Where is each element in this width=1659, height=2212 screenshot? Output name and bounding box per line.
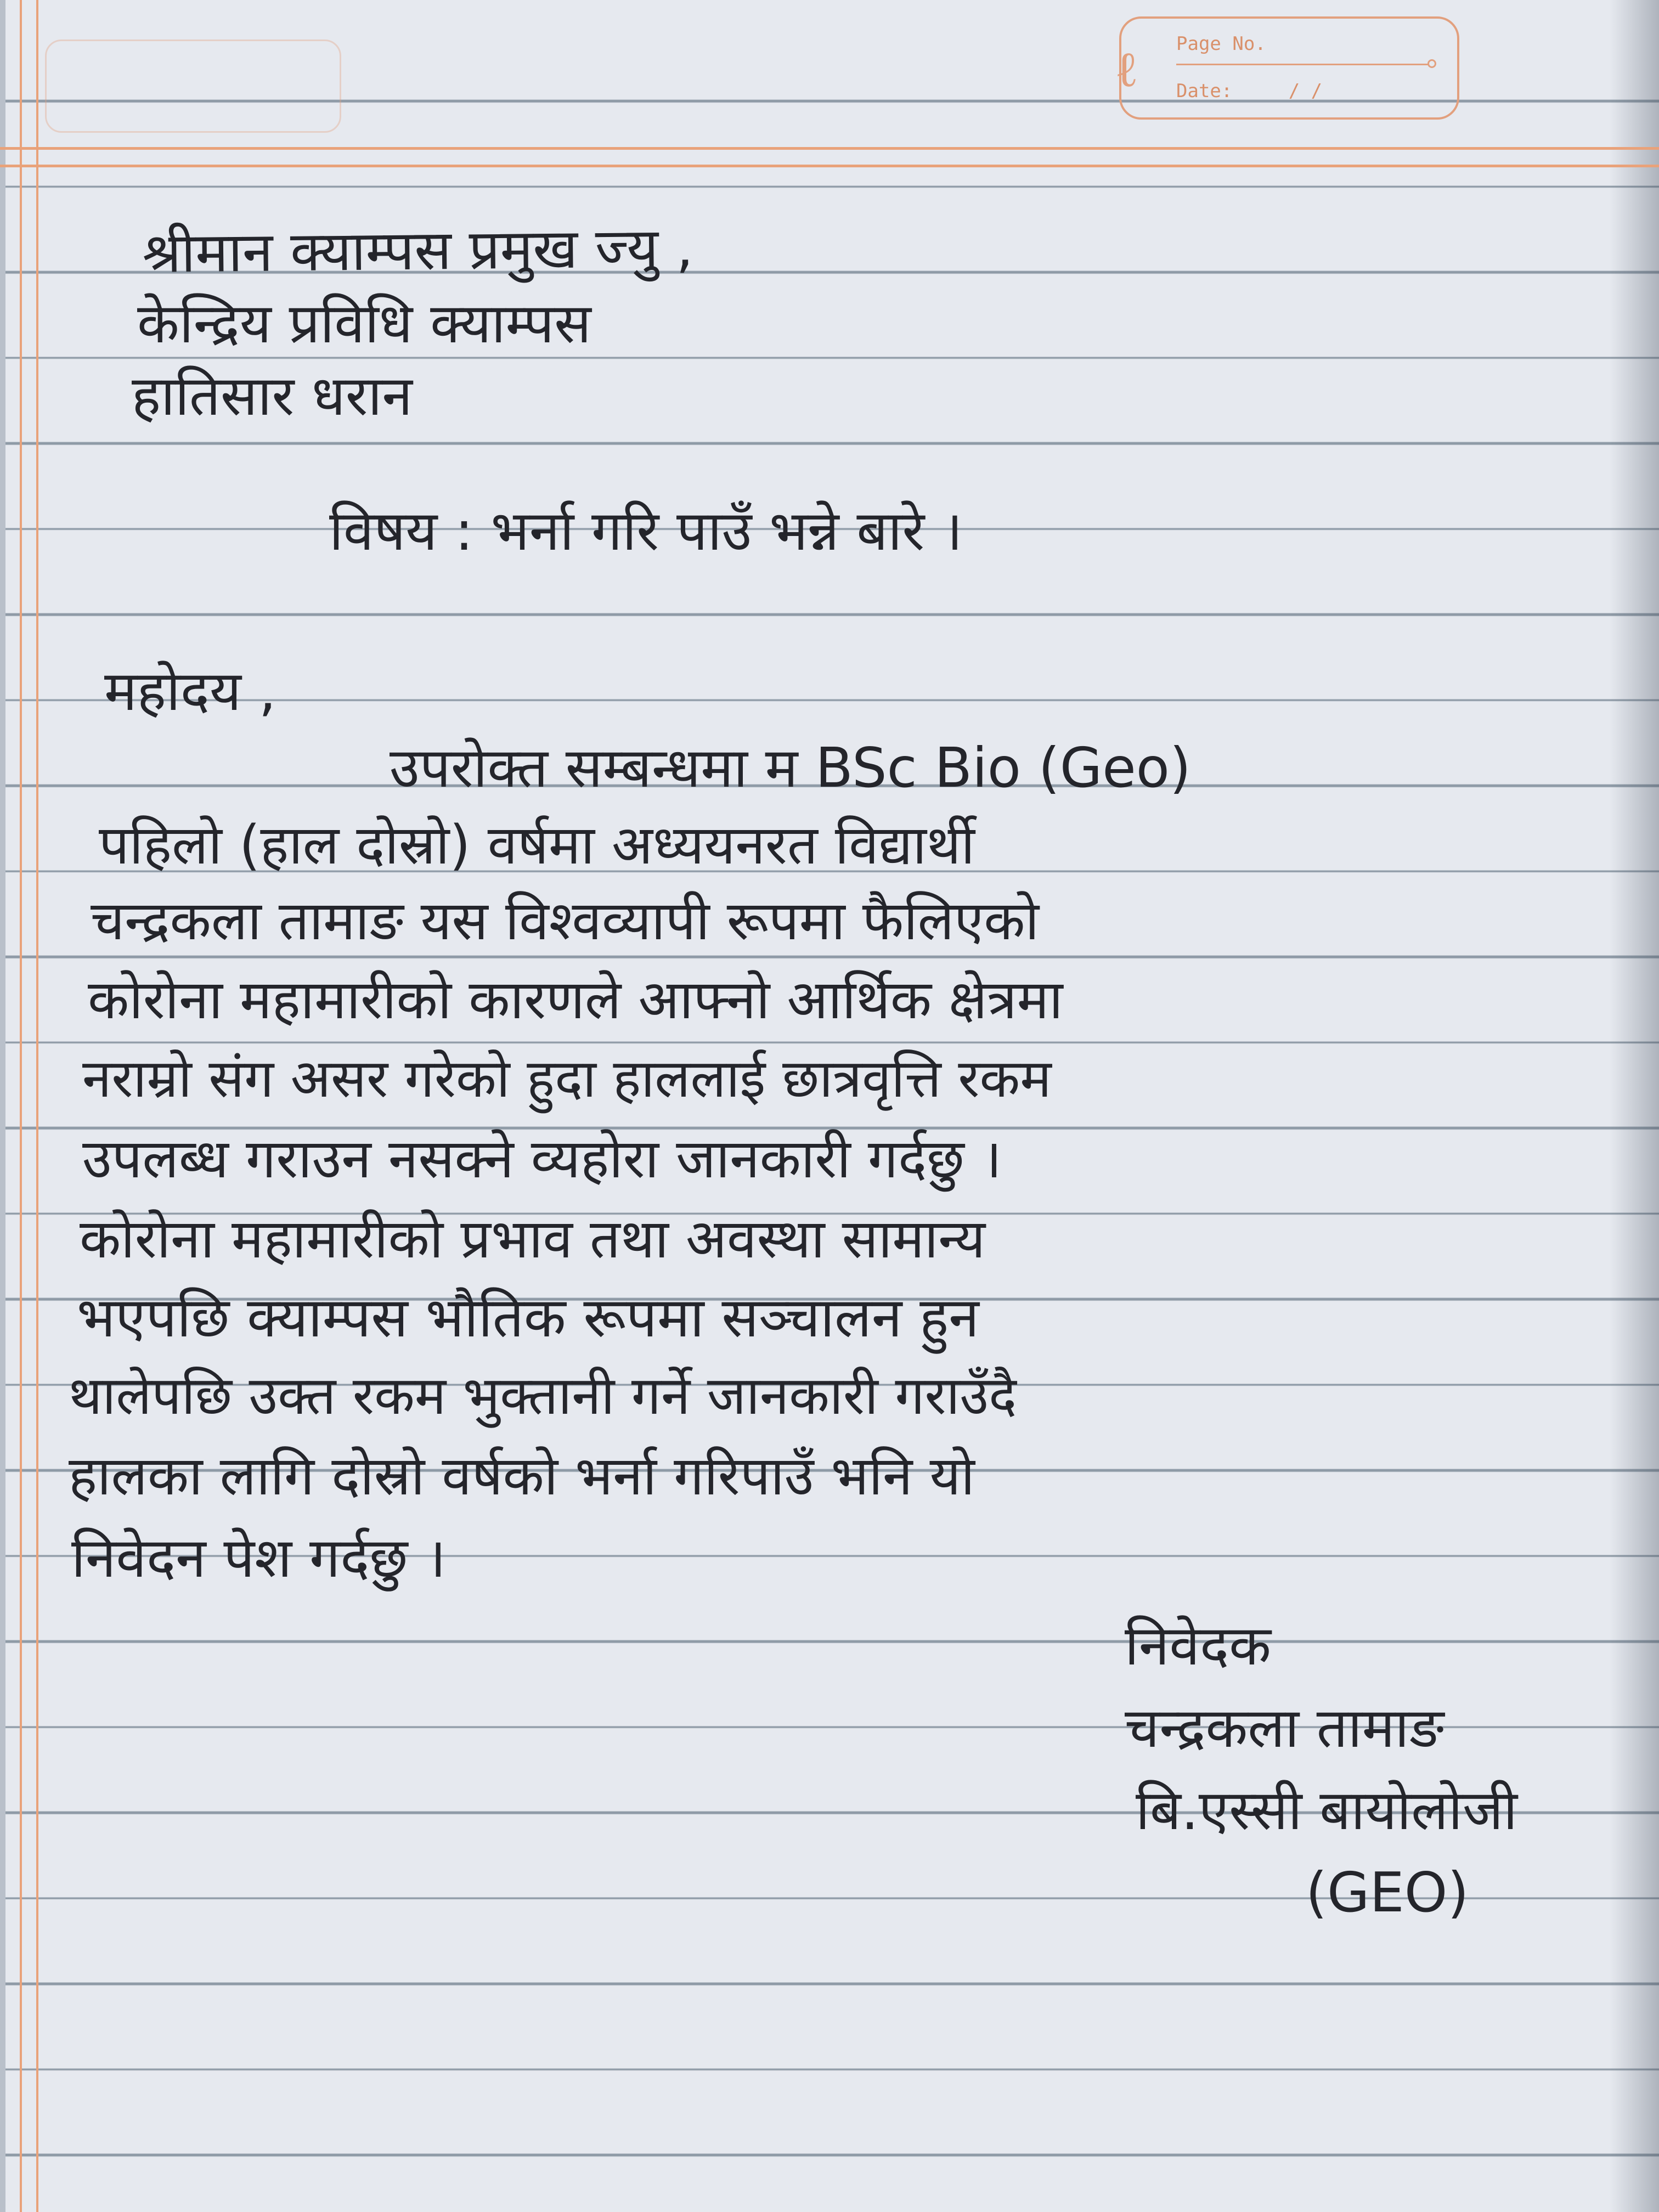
date-label [1176,80,1322,102]
margin-line-top-outer [0,147,1659,150]
page-no-dot [1427,59,1436,68]
faint-printed-mark [45,40,341,133]
date-value: / / [1288,80,1323,102]
body-line: कोरोना महामारीको कारणले आफ्नो आर्थिक क्षेत्रमा [88,969,1063,1031]
body-line: कोरोना महामारीको प्रभाव तथा अवस्था सामान्य [80,1208,986,1271]
signature-line: निवेदक [1125,1613,1271,1678]
margin-line-top-inner [0,165,1659,167]
signature-line: चन्द्रकला तामाङ [1125,1696,1444,1760]
page-shadow [1610,0,1659,2212]
body-line: निवेदन पेश गर्दछु । [71,1526,447,1590]
body-line: उपलब्ध गराउन नसक्ने व्यहोरा जानकारी गर्दछु । [82,1128,1002,1190]
page-no-label: Page No. [1176,33,1266,55]
address-line: केन्द्रिय प्रविधि क्याम्पस [137,291,591,356]
margin-line-left-inner [36,0,38,2212]
date-label-text: Date: [1176,80,1233,102]
page-binding-edge [0,0,5,2212]
margin-line-left-outer [20,0,22,2212]
signature-line: बि.एस्सी बायोलोजी [1136,1778,1517,1842]
address-line: श्रीमान क्याम्पस प्रमुख ज्यु , [142,215,694,285]
body-line: नराम्रो संग असर गरेको हुदा हाललाई छात्रवृत्ति रकम [82,1048,1052,1109]
page-no-underline [1176,64,1429,65]
body-line: पहिलो (हाल दोस्रो) वर्षमा अध्ययनरत विद्यार्थी [99,814,975,877]
body-line: उपरोक्त सम्बन्धमा म BSc Bio (Geo) [390,736,1191,800]
body-line: चन्द्रकला तामाङ यस विश्वव्यापी रूपमा फैलिएको [91,890,1039,952]
body-line: थालेपछि उक्त रकम भुक्तानी गर्ने जानकारी गराउँदै [69,1365,1017,1426]
salutation: महोदय , [104,659,276,723]
body-line: हालका लागि दोस्रो वर्षको भर्ना गरिपाउँ भनि यो [69,1445,975,1508]
subject-line: विषय : भर्ना गरि पाउँ भन्ने बारे । [329,499,963,563]
page-box-flourish: ℓ [1115,41,1139,98]
page-date-box [1115,16,1459,120]
address-line: हातिसार धरान [132,364,413,428]
signature-line: (GEO) [1306,1860,1469,1925]
body-line: भएपछि क्याम्पस भौतिक रूपमा सञ्चालन हुन [77,1285,979,1350]
